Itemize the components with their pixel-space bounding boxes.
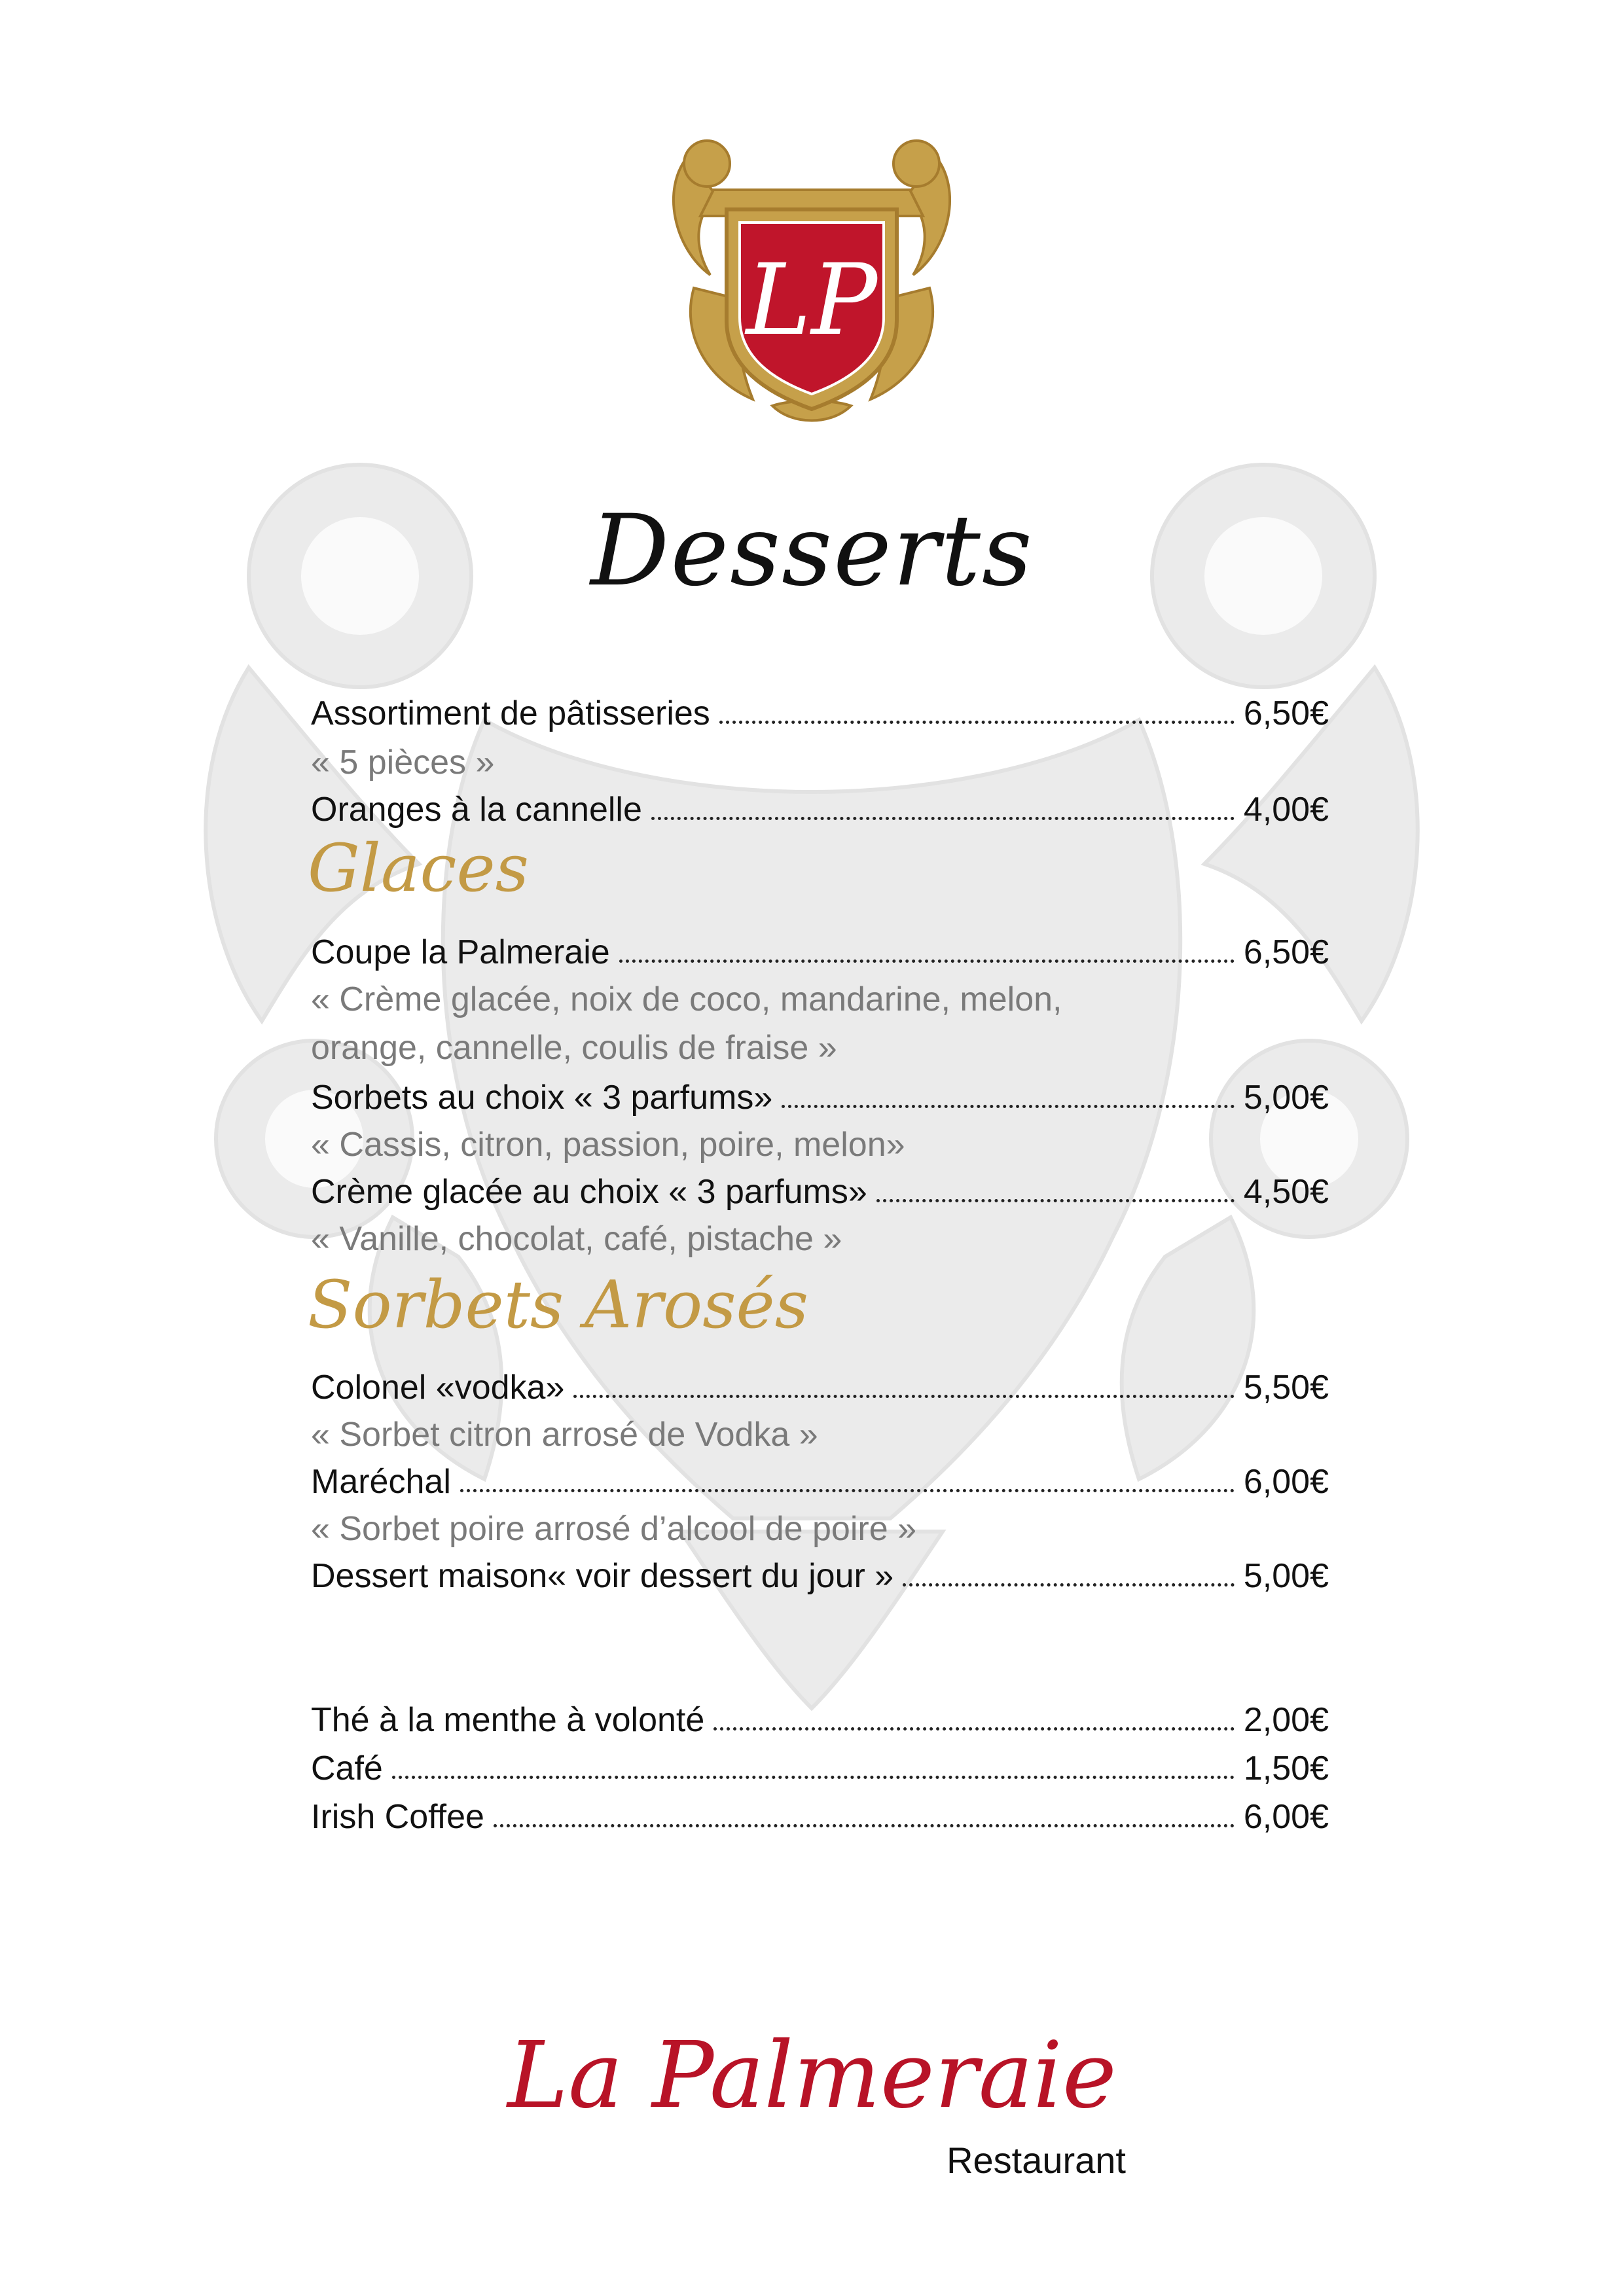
item-name: Sorbets au choix « 3 parfums» <box>311 1079 773 1117</box>
item-description: « Sorbet citron arrosé de Vodka » <box>311 1416 818 1454</box>
leader-dots <box>573 1395 1234 1398</box>
item-name: Dessert maison <box>311 1557 548 1595</box>
menu-item <box>311 1159 1329 1211</box>
section-heading-sorbets-arroses: Sorbets Arosés <box>308 1266 809 1343</box>
menu-item <box>311 1543 1329 1596</box>
item-name: Café <box>311 1749 383 1787</box>
menu-item <box>311 920 1329 972</box>
leader-dots <box>876 1199 1235 1202</box>
page-title: Desserts <box>590 494 1034 608</box>
item-description: « Crème glacée, noix de coco, mandarine, melon, <box>311 980 1062 1018</box>
leader-dots <box>494 1824 1235 1827</box>
menu-item <box>311 1355 1329 1407</box>
crest-logo <box>648 118 975 445</box>
item-description: « 5 pièces » <box>311 744 495 781</box>
brand-subtitle: Restaurant <box>947 2140 1126 2181</box>
item-price: 4,00€ <box>1243 791 1329 829</box>
item-description: « Cassis, citron, passion, poire, melon» <box>311 1126 905 1164</box>
item-price: 4,50€ <box>1243 1173 1329 1211</box>
item-price: 5,00€ <box>1243 1557 1329 1595</box>
leader-dots <box>619 960 1235 963</box>
item-name: Coupe la Palmeraie <box>311 933 610 971</box>
menu-item <box>311 1736 1329 1788</box>
crest-monogram: LP <box>746 243 878 357</box>
item-name: Colonel «vodka» <box>311 1369 565 1407</box>
item-name: Assortiment de pâtisseries <box>311 694 710 732</box>
item-price: 2,00€ <box>1243 1701 1329 1739</box>
item-price: 6,50€ <box>1243 933 1329 971</box>
menu-item <box>311 1784 1329 1837</box>
item-description: « Vanille, chocolat, café, pistache » <box>311 1220 842 1258</box>
item-name: Thé à la menthe à volonté <box>311 1701 705 1739</box>
item-name: Oranges à la cannelle <box>311 791 642 829</box>
item-name: Irish Coffee <box>311 1798 484 1836</box>
item-price: 5,00€ <box>1243 1079 1329 1117</box>
leader-dots <box>782 1105 1235 1108</box>
menu-item <box>311 681 1329 733</box>
item-note: « voir dessert du jour » <box>547 1557 894 1595</box>
brand-name: La Palmeraie <box>507 2022 1117 2129</box>
menu-item <box>311 1449 1329 1501</box>
leader-dots <box>651 817 1235 820</box>
leader-dots <box>903 1583 1235 1587</box>
menu-item <box>311 1687 1329 1740</box>
leader-dots <box>392 1776 1235 1779</box>
menu-item <box>311 1065 1329 1117</box>
section-heading-glaces: Glaces <box>308 830 529 906</box>
item-price: 1,50€ <box>1243 1749 1329 1787</box>
item-name: Crème glacée au choix « 3 parfums» <box>311 1173 867 1211</box>
item-price: 6,50€ <box>1243 694 1329 732</box>
item-description: orange, cannelle, coulis de fraise » <box>311 1029 837 1067</box>
item-price: 6,00€ <box>1243 1798 1329 1836</box>
leader-dots <box>719 721 1235 724</box>
item-description: « Sorbet poire arrosé d’alcool de poire » <box>311 1510 917 1548</box>
item-price: 6,00€ <box>1243 1463 1329 1501</box>
item-price: 5,50€ <box>1243 1369 1329 1407</box>
leader-dots <box>713 1727 1235 1731</box>
menu-item <box>311 777 1329 829</box>
leader-dots <box>460 1489 1235 1492</box>
item-name: Maréchal <box>311 1463 451 1501</box>
